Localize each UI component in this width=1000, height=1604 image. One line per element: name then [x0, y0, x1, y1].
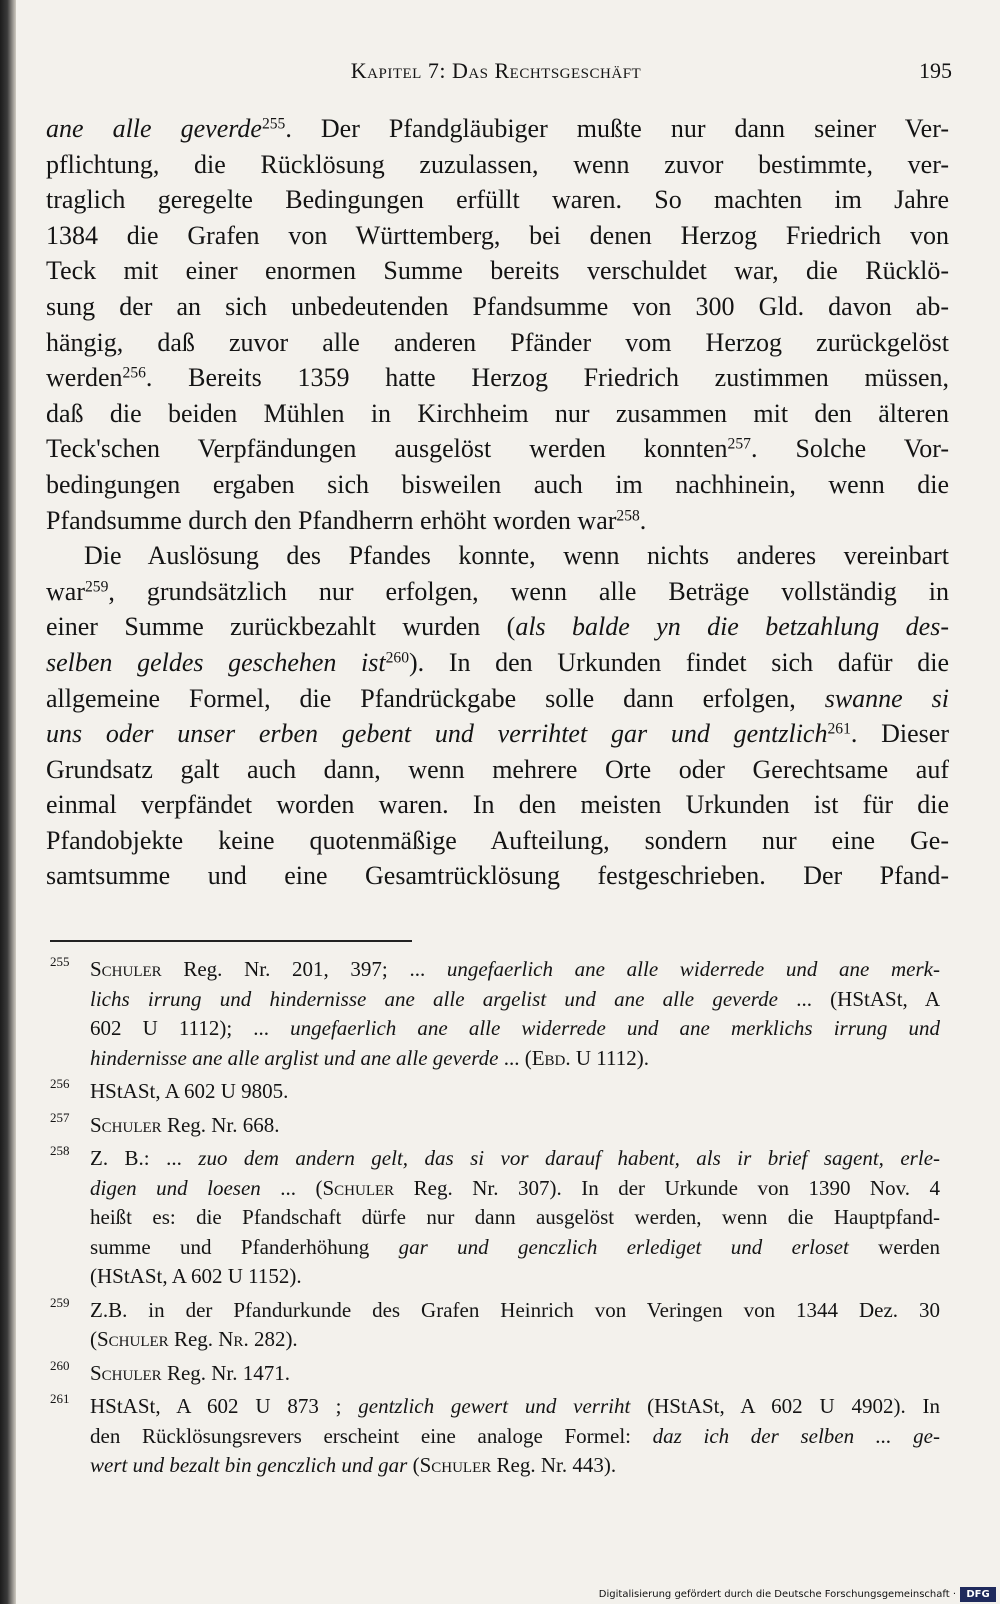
- text-run: , grundsätzlich nur erfolgen, wenn alle Beträge vollständig in: [108, 576, 949, 606]
- text-italic: uns oder unser erben gebent und verrihtet gar und gentzlich: [46, 719, 828, 749]
- text-run: . U 1112).: [565, 1045, 649, 1070]
- text-line: [46, 503, 949, 539]
- footnote-ref: 259: [84, 578, 109, 596]
- quote-italic: daz ich der selben ... ge-: [652, 1423, 940, 1448]
- text-run: . Der Pfandgläubiger mußte nur dann seiner Ver-: [285, 114, 949, 143]
- footnote-line: [90, 1174, 940, 1204]
- text-run: ). In den Urkunden findet sich dafür die: [409, 647, 949, 677]
- footnote-line: [90, 1359, 940, 1389]
- text-run: 602 U 1112); ...: [90, 1016, 291, 1040]
- author-name: Schuler: [97, 1327, 169, 1351]
- text-run: ... (HStASt, A: [778, 986, 940, 1011]
- footnote-line: [90, 1233, 940, 1263]
- text-italic: swanne si: [824, 683, 949, 713]
- quote-italic: zuo dem andern gelt, das si vor darauf habent, als ir brief sagent, erle-: [198, 1146, 940, 1170]
- quote-italic: hindernisse ane alle arglist und ane alle geverde: [90, 1045, 499, 1070]
- footnote-line: [90, 1111, 940, 1141]
- author-name: Schuler: [90, 1360, 162, 1385]
- text-run: Reg. Nr. 668.: [161, 1112, 280, 1137]
- text-line: samtsumme und eine Gesamtrücklösung festgeschrieben. Der Pfand-: [46, 861, 949, 891]
- page-binding-edge: [0, 0, 16, 1604]
- running-header: [40, 58, 952, 88]
- text-run: Reg. Nr. 443).: [491, 1453, 617, 1477]
- footnotes: [50, 955, 940, 1485]
- footnote-number: 260: [50, 1357, 70, 1373]
- footnote-ref: 255: [261, 115, 286, 133]
- text-line: daß die beiden Mühlen in Kirchheim nur zusammen mit den älteren: [46, 398, 949, 428]
- main-text: [46, 111, 949, 894]
- footnote-260: [50, 1359, 940, 1389]
- text-line: Pfandobjekte keine quotenmäßige Aufteilung, sondern nur eine Ge-: [46, 825, 949, 855]
- footnote-number: 258: [50, 1143, 70, 1158]
- text-run: Teck'schen Verpfändungen ausgelöst werden konnten: [46, 434, 728, 464]
- text-run: . 282).: [243, 1327, 298, 1351]
- footnote-number: 255: [50, 954, 70, 969]
- text-run: werden: [848, 1234, 940, 1259]
- text-line: [46, 574, 949, 610]
- footnote-ref: 257: [727, 435, 751, 453]
- text-run: .: [639, 505, 647, 535]
- footnote-line: [90, 1422, 940, 1452]
- text-line: hängig, daß zuvor alle anderen Pfänder vom Herzog zurückgelöst: [46, 327, 949, 357]
- text-line: [46, 431, 949, 467]
- text-run: . Solche Vor-: [750, 434, 949, 464]
- footnote-line: [90, 1451, 940, 1481]
- footnote-line: [90, 1325, 940, 1355]
- footnote-number: 257: [50, 1109, 70, 1125]
- text-run: werden: [46, 363, 123, 393]
- footnote-line: [90, 1014, 940, 1044]
- footnote-number: 259: [50, 1294, 70, 1310]
- text-run: war: [46, 576, 85, 606]
- text-run: . Bereits 1359 hatte Herzog Friedrich zustimmen müssen,: [145, 363, 949, 393]
- footnote-ref: 256: [122, 364, 146, 382]
- footnote-ref: 258: [616, 506, 640, 524]
- text-line: pflichtung, die Rücklösung zuzulassen, wenn zuvor bestimmte, ver-: [46, 149, 949, 179]
- footnote-line: [90, 1044, 940, 1074]
- footnote-number: 261: [50, 1391, 70, 1406]
- page-number: 195: [919, 58, 952, 83]
- text-run: Reg. Nr. 1471.: [161, 1360, 291, 1385]
- text-line: [46, 645, 949, 681]
- quote-italic: ungefaerlich ane alle widerrede und ane merklichs irrung und: [290, 1016, 940, 1040]
- chapter-title: Kapitel 7: Das Rechtsgeschäft: [350, 58, 642, 83]
- quote-italic: digen und loesen: [90, 1175, 261, 1200]
- text-run: ... (: [498, 1045, 532, 1070]
- footnote-261: [50, 1392, 940, 1481]
- footnote-256: [50, 1077, 940, 1107]
- text-run: HStASt, A 602 U 873 ;: [90, 1394, 359, 1418]
- text-run: Pfandsumme durch den Pfandherrn erhöht worden war: [46, 505, 617, 535]
- footnote-line: heißt es: die Pfandschaft dürfe nur dann ausgelöst werden, wenn die Hauptpfand-: [90, 1205, 940, 1229]
- footnote-number: 256: [50, 1076, 70, 1091]
- quote-italic: wert und bezalt bin genczlich und gar: [90, 1453, 408, 1477]
- text-italic: ane alle geverde: [46, 114, 262, 143]
- text-run: (HStASt, A 602 U 4902). In: [630, 1394, 940, 1418]
- author-name: Schuler: [90, 957, 162, 981]
- footnote-257: [50, 1111, 940, 1141]
- text-line: 1384 die Grafen von Württemberg, bei denen Herzog Friedrich von: [46, 220, 949, 250]
- author-name: Schuler: [322, 1175, 395, 1200]
- text-run: ... (: [260, 1175, 323, 1200]
- author-name: Schuler: [419, 1453, 492, 1477]
- nr-abbrev: Nr: [218, 1327, 244, 1351]
- text-line: Die Auslösung des Pfandes konnte, wenn nichts anderes vereinbart: [84, 541, 949, 571]
- text-run: allgemeine Formel, die Pfandrückgabe solle dann erfolgen,: [46, 683, 825, 713]
- text-run: Reg.: [168, 1327, 219, 1351]
- text-line: [46, 111, 949, 147]
- text-italic: als balde yn die betzahlung des-: [515, 612, 949, 642]
- text-run: . Dieser: [850, 719, 949, 749]
- footnote-line: Z.B. in der Pfandurkunde des Grafen Heinrich von Veringen von 1344 Dez. 30: [90, 1297, 940, 1322]
- text-line: sung der an sich unbedeutenden Pfandsumme von 300 Gld. davon ab-: [46, 291, 949, 321]
- footnote-line: HStASt, A 602 U 9805.: [90, 1079, 289, 1103]
- footnote-ref: 260: [385, 649, 410, 667]
- text-run: (: [90, 1327, 97, 1351]
- text-line: bedingungen ergaben sich bisweilen auch im nachhinein, wenn die: [46, 469, 949, 499]
- quote-italic: ungefaerlich ane alle widerrede und ane merk-: [446, 957, 940, 981]
- quote-italic: lichs irrung und hindernisse ane alle argelist und ane alle geverde: [90, 986, 778, 1011]
- footnote-line: [90, 985, 940, 1015]
- text-run: Reg. Nr. 307). In der Urkunde von 1390 Nov. 4: [394, 1175, 940, 1200]
- text-run: Z. B.: ...: [90, 1146, 199, 1170]
- quote-italic: gar und genczlich erlediget und erloset: [398, 1234, 849, 1259]
- footnote-line: [90, 955, 940, 985]
- text-line: traglich geregelte Bedingungen erfüllt waren. So machten im Jahre: [46, 185, 949, 215]
- footnote-259: [50, 1296, 940, 1355]
- footnote-line: [90, 1392, 940, 1422]
- text-line: einmal verpfändet worden waren. In den meisten Urkunden ist für die: [46, 790, 949, 820]
- text-run: (: [407, 1453, 420, 1477]
- footnote-255: [50, 955, 940, 1073]
- quote-italic: gentzlich gewert und verriht: [358, 1394, 631, 1418]
- text-line: Grundsatz galt auch dann, wenn mehrere Orte oder Gerechtsame auf: [46, 754, 949, 784]
- digitization-credit: Digitalisierung gefördert durch die Deutsche Forschungsgemeinschaft ·: [598, 1589, 956, 1600]
- ebd-abbrev: Ebd: [531, 1045, 566, 1070]
- footnote-line: [90, 1144, 940, 1174]
- text-run: einer Summe zurückbezahlt wurden (: [46, 612, 516, 642]
- text-line: [46, 681, 949, 717]
- text-line: Teck mit einer enormen Summe bereits verschuldet war, die Rücklö-: [46, 256, 949, 286]
- text-line: [46, 716, 949, 752]
- footnote-ref: 261: [827, 720, 851, 738]
- text-line: [46, 360, 949, 396]
- text-run: Reg. Nr. 201, 397; ...: [161, 957, 447, 981]
- text-run: den Rücklösungsrevers erscheint eine analoge Formel:: [90, 1423, 653, 1448]
- footnote-divider: [50, 940, 412, 942]
- text-italic: selben geldes geschehen ist: [46, 647, 386, 677]
- dfg-logo: DFG: [960, 1587, 996, 1602]
- text-run: summe und Pfanderhöhung: [90, 1234, 399, 1259]
- footnote-line: (HStASt, A 602 U 1152).: [90, 1264, 302, 1288]
- author-name: Schuler: [90, 1112, 162, 1137]
- text-line: [46, 609, 949, 645]
- footnote-258: [50, 1144, 940, 1292]
